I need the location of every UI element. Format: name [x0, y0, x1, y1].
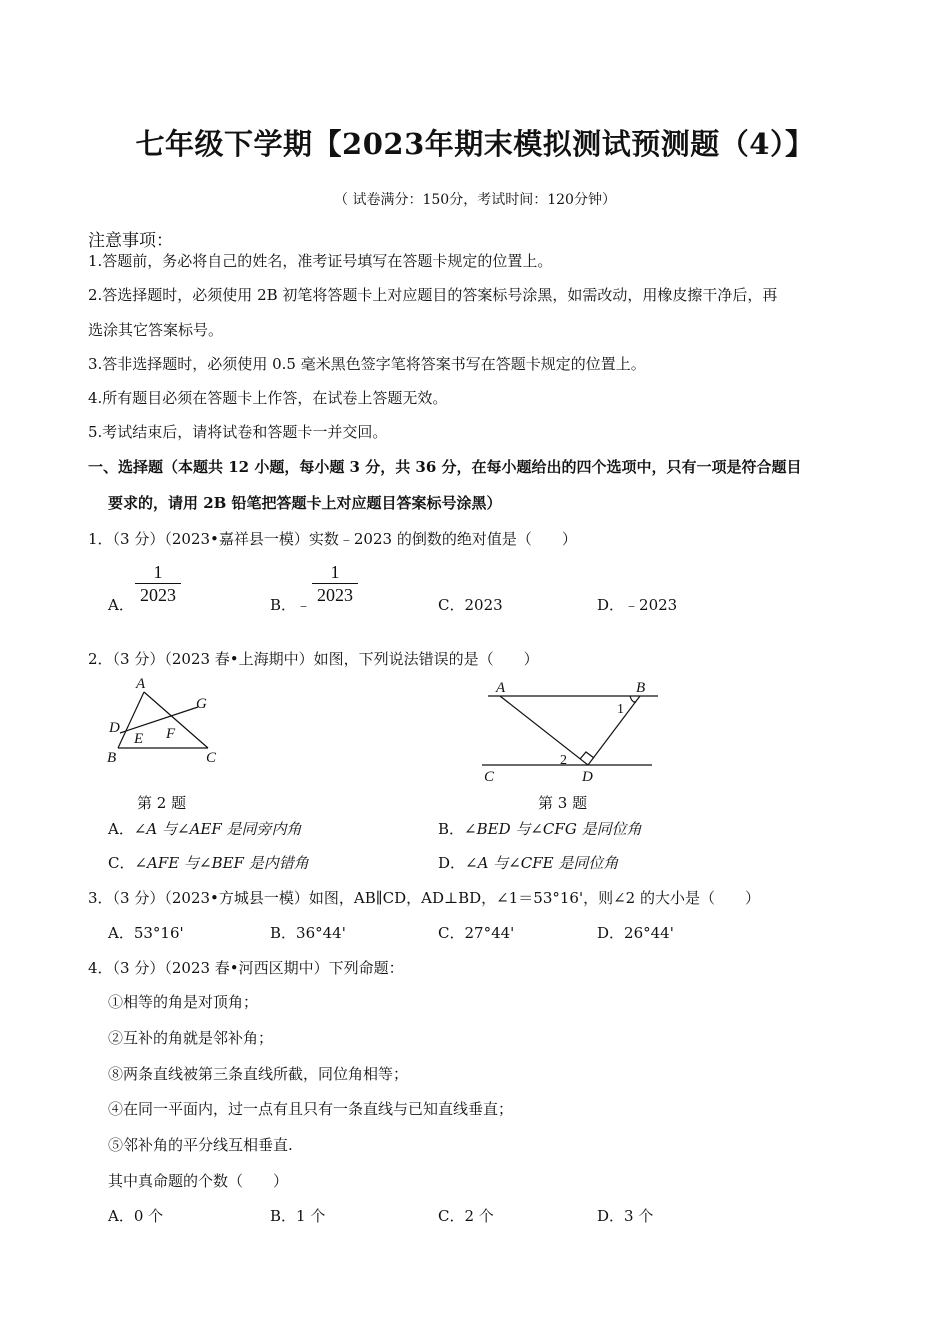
q1-option-c: C．2023 — [438, 596, 503, 614]
option-letter: D． — [438, 854, 466, 872]
option-letter: B． — [438, 820, 465, 838]
question-3-stem: 3．（3 分）（2023•方城县一模）如图，AB∥CD，AD⊥BD，∠1＝53°16'，则∠2 的大小是（ ） — [88, 889, 760, 907]
question-2-stem: 2．（3 分）（2023 春•上海期中）如图，下列说法错误的是（ ） — [88, 650, 539, 668]
segment-bd — [588, 696, 640, 765]
q3-option-a: A．53°16' — [108, 924, 184, 942]
q2-option-b — [438, 818, 642, 839]
figure-q2-triangle — [100, 672, 230, 772]
q4-proposition: ④在同一平面内，过一点有且只有一条直线与已知直线垂直； — [108, 1100, 514, 1118]
label-f: F — [166, 726, 176, 742]
q1-option-a-fraction — [135, 562, 181, 605]
label-c: C — [484, 769, 495, 785]
page-title: 七年级下学期【2023年期末模拟测试预测题（4）】 — [135, 127, 815, 161]
q4-proposition: ⑤邻补角的平分线互相垂直. — [108, 1136, 293, 1154]
label-b: B — [107, 750, 117, 766]
notes-heading: 注意事项： — [88, 231, 173, 251]
q4-question: 其中真命题的个数（ ） — [108, 1172, 289, 1190]
q4-option-a: A．0 个 — [108, 1207, 164, 1225]
angle-1-label: 1 — [617, 702, 624, 717]
q4-option-b: B．1 个 — [270, 1207, 326, 1225]
segment-ad — [500, 696, 588, 765]
right-angle-mark — [580, 752, 594, 759]
q2-option-d — [438, 852, 618, 873]
q1-option-b-label: B．﹣ — [270, 596, 312, 614]
angle-1-arc — [630, 696, 636, 702]
option-letter: A． — [108, 820, 134, 838]
note-item: 4.所有题目必须在答题卡上作答，在试卷上答题无效。 — [88, 389, 448, 407]
q3-option-d: D．26°44' — [597, 924, 674, 942]
label-d: D — [582, 769, 593, 785]
label-a: A — [496, 680, 506, 696]
angle-2-label: 2 — [560, 753, 567, 768]
option-letter: C． — [108, 854, 135, 872]
q2-option-c — [108, 852, 309, 873]
fraction-bar — [135, 583, 181, 584]
q1-option-b-fraction — [312, 562, 358, 605]
q4-proposition: ⑧两条直线被第三条直线所截，同位角相等； — [108, 1065, 409, 1083]
q1-option-d: D．﹣2023 — [597, 596, 678, 614]
note-item: 3.答非选择题时，必须使用 0.5 毫米黑色签字笔将答案书写在答题卡规定的位置上。 — [88, 355, 646, 373]
label-e: E — [134, 731, 144, 747]
label-g: G — [196, 696, 207, 712]
option-text: ∠A 与∠AEF 是同旁内角 — [133, 820, 302, 838]
section-heading-cont: 要求的，请用 2B 铅笔把答题卡上对应题目答案标号涂黑） — [108, 494, 502, 512]
note-item: 2.答选择题时，必须使用 2B 初笔将答题卡上对应题目的答案标号涂黑，如需改动，用橡皮擦干净后，再 — [88, 286, 778, 304]
fraction-bar — [312, 583, 358, 584]
q3-option-b: B．36°44' — [270, 924, 346, 942]
option-text: ∠AFE 与∠BEF 是内错角 — [134, 854, 309, 872]
label-a: A — [136, 676, 146, 692]
figure-q3-parallel — [478, 672, 668, 787]
fraction-denominator: 2023 — [317, 585, 353, 605]
option-text: ∠BED 与∠CFG 是同位角 — [464, 820, 642, 838]
label-b: B — [636, 680, 646, 696]
q2-option-a — [108, 818, 302, 839]
note-item: 5.考试结束后，请将试卷和答题卡一并交回。 — [88, 423, 388, 441]
question-4-stem: 4．（3 分）（2023 春•河西区期中）下列命题： — [88, 959, 404, 977]
exam-info: （ 试卷满分：150分，考试时间：120分钟） — [334, 192, 616, 208]
fraction-numerator: 1 — [153, 562, 163, 582]
note-item: 1.答题前，务必将自己的姓名，准考证号填写在答题卡规定的位置上。 — [88, 252, 553, 270]
q4-option-c: C．2 个 — [438, 1207, 494, 1225]
q4-proposition: ①相等的角是对顶角； — [108, 993, 259, 1011]
q1-option-a-label: A． — [108, 596, 134, 614]
label-d: D — [109, 720, 120, 736]
figure-caption-q2: 第 2 题 — [137, 794, 187, 812]
fraction-denominator: 2023 — [140, 585, 176, 605]
label-c: C — [206, 750, 217, 766]
section-heading: 一、选择题（本题共 12 小题，每小题 3 分，共 36 分，在每小题给出的四个选项中，只有一项是符合题目 — [88, 458, 802, 476]
option-text: ∠A 与∠CFE 是同位角 — [465, 854, 619, 872]
question-1-stem: 1．（3 分）（2023•嘉祥县一模）实数﹣2023 的倒数的绝对值是（ ） — [88, 530, 577, 548]
fraction-numerator: 1 — [330, 562, 340, 582]
q3-option-c: C．27°44' — [438, 924, 515, 942]
q4-option-d: D．3 个 — [597, 1207, 654, 1225]
q4-proposition: ②互补的角就是邻补角； — [108, 1029, 274, 1047]
figure-caption-q3: 第 3 题 — [538, 794, 588, 812]
note-item: 选涂其它答案标号。 — [88, 321, 224, 339]
